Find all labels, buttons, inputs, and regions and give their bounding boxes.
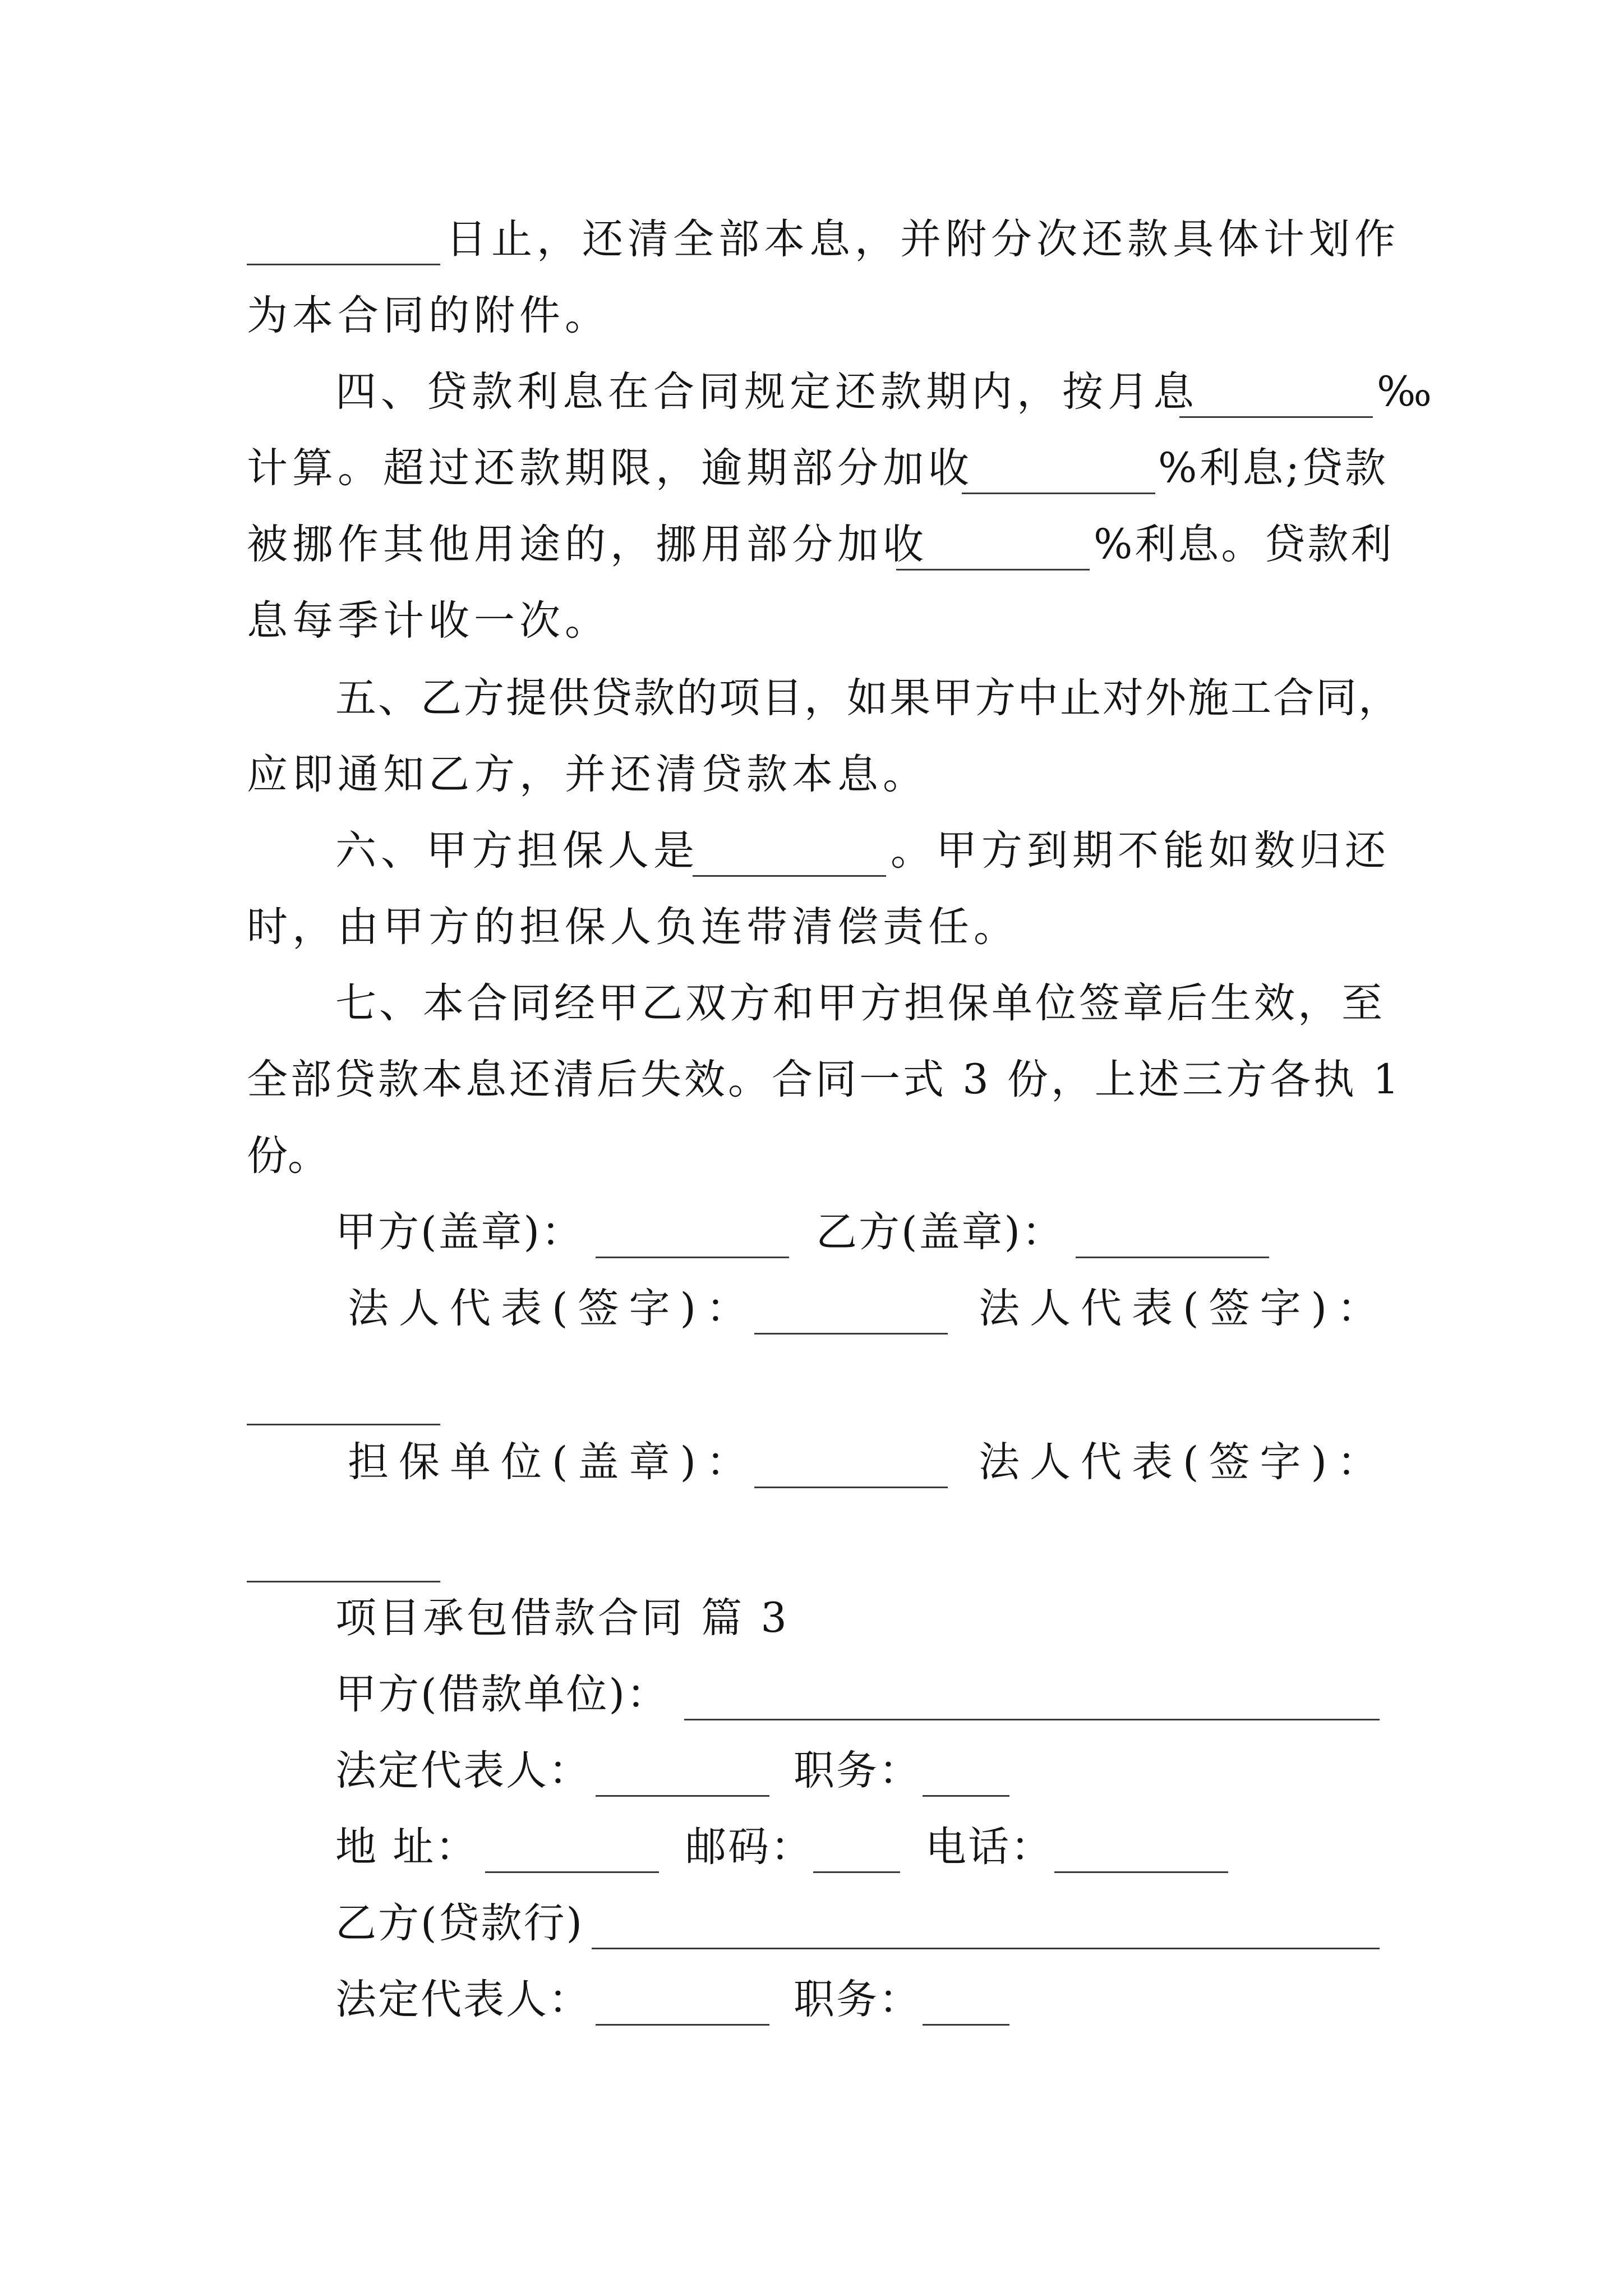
paragraph-text: 被挪作其他用途的，挪用部分加收 bbox=[247, 521, 928, 568]
blank-field bbox=[247, 263, 440, 265]
text-line bbox=[0, 350, 1623, 434]
paragraph-text: 六、甲方担保人是 bbox=[335, 827, 699, 875]
field-label: 职务： bbox=[794, 1747, 921, 1795]
blank-field bbox=[754, 1486, 948, 1488]
text-line bbox=[0, 1114, 1623, 1198]
blank-field bbox=[592, 1947, 1380, 1949]
field-label: 法定代表人： bbox=[335, 1976, 591, 2023]
blank-field bbox=[485, 1871, 659, 1873]
paragraph-text: 份。 bbox=[247, 1132, 329, 1180]
text-line bbox=[0, 885, 1623, 969]
blank-field bbox=[596, 1256, 789, 1258]
blank-field bbox=[923, 1795, 1009, 1797]
signature-line bbox=[0, 1267, 1623, 1351]
signature-line bbox=[0, 1420, 1623, 1504]
paragraph-text: 时，由甲方的担保人负连带清偿责任。 bbox=[247, 903, 1019, 951]
blank-field bbox=[1054, 1871, 1228, 1873]
signature-label: 担保单位(盖章)： bbox=[348, 1438, 757, 1486]
blank-field bbox=[596, 2023, 769, 2026]
section-title bbox=[0, 1576, 1623, 1660]
signature-label: 法人代表(签字)： bbox=[979, 1285, 1388, 1332]
form-line bbox=[0, 1729, 1623, 1813]
text-line bbox=[0, 579, 1623, 663]
field-label: 甲方(借款单位)： bbox=[335, 1671, 669, 1718]
signature-label: 乙方(盖章)： bbox=[816, 1208, 1064, 1256]
paragraph-text: 七、本合同经甲乙双方和甲方担保单位签章后生效，至 bbox=[335, 979, 1385, 1027]
paragraph-text: 日止，还清全部本息，并附分次还款具体计划作 bbox=[446, 215, 1400, 263]
blank-field bbox=[896, 568, 1090, 570]
field-label: 法定代表人： bbox=[335, 1747, 591, 1795]
paragraph-text: 计算。超过还款期限，逾期部分加收 bbox=[247, 444, 974, 492]
unit-text: ‰ bbox=[1377, 368, 1432, 416]
blank-field bbox=[1179, 416, 1373, 418]
field-label: 邮码： bbox=[685, 1823, 813, 1871]
paragraph-text: %利息;贷款 bbox=[1158, 444, 1388, 492]
text-line bbox=[0, 503, 1623, 587]
blank-field bbox=[684, 1718, 1380, 1720]
signature-label: 法人代表(签字)： bbox=[348, 1285, 757, 1332]
form-line bbox=[0, 1805, 1623, 1889]
signature-label: 法人代表(签字)： bbox=[979, 1438, 1388, 1486]
text-line bbox=[0, 197, 1623, 282]
paragraph-text: %利息。贷款利 bbox=[1094, 521, 1394, 568]
field-label: 乙方(贷款行) bbox=[335, 1899, 584, 1947]
form-line bbox=[0, 1653, 1623, 1737]
field-label: 地 址： bbox=[335, 1823, 478, 1871]
paragraph-text: 。甲方到期不能如数归还 bbox=[891, 827, 1390, 875]
blank-field bbox=[596, 1795, 769, 1797]
text-line bbox=[0, 656, 1623, 740]
field-label: 职务： bbox=[794, 1976, 921, 2023]
signature-line bbox=[0, 1190, 1623, 1274]
signature-label: 甲方(盖章)： bbox=[335, 1208, 584, 1256]
paragraph-text: 息每季计收一次。 bbox=[247, 597, 610, 645]
paragraph-text: 为本合同的附件。 bbox=[247, 292, 610, 339]
paragraph-text: 全部贷款本息还清后失效。合同一式 3 份，上述三方各执 1 bbox=[247, 1056, 1402, 1103]
blank-field bbox=[1076, 1256, 1269, 1258]
blank-field bbox=[923, 2023, 1009, 2026]
blank-field bbox=[693, 875, 886, 877]
field-label: 电话： bbox=[925, 1823, 1053, 1871]
blank-field bbox=[813, 1871, 900, 1873]
blank-field bbox=[962, 492, 1155, 494]
paragraph-text: 五、乙方提供贷款的项目，如果甲方中止对外施工合同， bbox=[335, 674, 1401, 722]
paragraph-text: 四、贷款利息在合同规定还款期内，按月息 bbox=[335, 368, 1198, 416]
text-line bbox=[0, 809, 1623, 893]
form-line bbox=[0, 1958, 1623, 2042]
text-line bbox=[0, 426, 1623, 510]
section-title-text: 项目承包借款合同 篇 3 bbox=[335, 1594, 790, 1642]
paragraph-text: 应即通知乙方，并还清贷款本息。 bbox=[247, 751, 928, 798]
text-line bbox=[0, 274, 1623, 358]
text-line bbox=[0, 1038, 1623, 1122]
blank-field bbox=[754, 1332, 948, 1335]
text-line bbox=[0, 961, 1623, 1046]
text-line bbox=[0, 733, 1623, 817]
form-line bbox=[0, 1881, 1623, 1966]
